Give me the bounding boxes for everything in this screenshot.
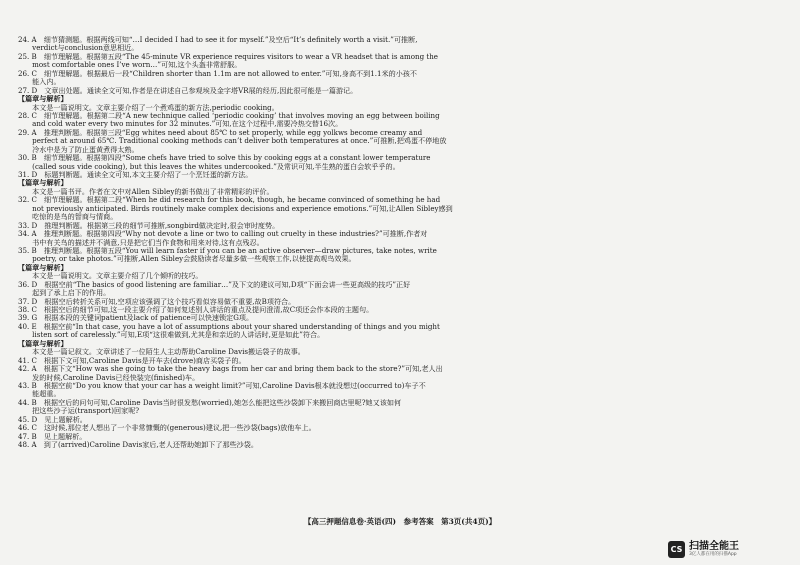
answer-line: and cold water every two minutes for 32 minutes.”可知,在这个过程中,需要冷热交替16次。	[18, 120, 343, 129]
answer-line: 发的时候,Caroline Davis已经快装完(finished)车。	[18, 373, 200, 382]
answer-line: 32. C 细节理解题。根据第二段“When he did research for this book, though, he became convinced of something he had	[18, 196, 441, 205]
answer-line: 能入内。	[18, 78, 61, 87]
answer-line: not previously anticipated. Birds routinely make complex decisions and experience emotions.”可知,让Allen Sibley感到	[18, 204, 453, 213]
answer-line: 31. D 标题判断题。通读全文可知,本文主要介绍了一个烹饪蛋的新方法。	[18, 171, 253, 179]
answer-line: 41. C 根据下文可知,Caroline Davis是开车去(drove)商店买袋子的。	[18, 356, 246, 365]
answer-line: 35. B 推理判断题。根据第五段“You will learn faster if you can be an active observer—draw pictures, take notes, write	[18, 246, 437, 255]
scanner-brand-text	[689, 541, 739, 558]
answer-line: 26. C 细节理解题。根据最后一段“Children shorter than 1.1m are not allowed to enter.”可知,身高不到1.1米的小孩不	[18, 69, 417, 78]
answer-line: most comfortable ones I’ve worn…”可知,这个头盔非常舒服。	[18, 61, 242, 70]
answer-line: 34. A 推理判断题。根据第四段“Why not devote a line or two to calling out cruelty in these industries?”可推断,作者对	[18, 230, 428, 239]
section-heading: 【篇章与解析】	[18, 95, 68, 104]
section-heading: 【篇章与解析】	[18, 339, 68, 348]
page-footer: 【高三押题信息卷·英语(四) 参考答案 第3页(共4页)】	[303, 517, 497, 526]
answer-line: 42. A 根据下文“How was she going to take the heavy bags from her car and bring them back to the store?”可知,老人出	[18, 365, 443, 374]
answer-line: 30. B 细节理解题。根据第四段“Some chefs have tried to solve this by cooking eggs at a constant lower temperature	[18, 154, 431, 163]
answer-line: 33. D 推理判断题。根据第三段的细节可推断,songbird做决定时,很会审时度势。	[18, 221, 280, 230]
answer-line: (called sous vide cooking), but this leaves the whites undercooked.”及常识可知,半生熟的蛋白会软乎乎的。	[18, 162, 400, 171]
answer-document	[18, 36, 788, 542]
answer-line: 36. D 根据空前“The basics of good listening are familiar…”及下文的建议可知,D项“下面会讲一些更高级的技巧”正好	[18, 280, 411, 289]
answer-line: 书中有关鸟的描述并不满意,只是把它们当作食物和用来对待,这有点残忍。	[18, 238, 264, 247]
answer-line: 28. C 细节理解题。根据第二段“A new technique called ‘periodic cooking’ that involves moving an egg between boiling	[18, 111, 440, 120]
answer-line: 43. B 根据空前“Do you know that your car has a weight limit?”可知,Caroline Davis根本就没想过(occurred to)车子不	[18, 381, 426, 390]
answer-line: 46. C 这时候,那位老人想出了一个非常慷慨的(generous)建议,把一些沙袋(bags)放他车上。	[18, 424, 316, 433]
scanner-logo-icon: CS	[668, 541, 685, 558]
answer-line: 能超重。	[18, 390, 61, 399]
answer-line: 44. B 根据空后的问句可知,Caroline Davis当时很发愁(worried),她怎么能把这些沙袋卸下来搬回商店里呢?她又该如何	[18, 398, 402, 407]
answer-line: 起到了承上启下的作用。	[18, 289, 111, 298]
answer-line: listen sort of carelessly.”可知,E项“这很难做到,尤其是和亲近的人讲话时,更是如此”符合。	[18, 331, 325, 340]
answer-line: perfect at around 65℃. Traditional cooking methods can’t deliver both temperatures at once.”可推断,把鸡蛋不停地放	[18, 137, 447, 146]
section-heading: 【篇章与解析】	[18, 263, 68, 272]
answer-line: 27. D 文章出处题。通读全文可知,作者是在讲述自己参观埃及金字塔VR展的经历,因此很可能是一篇游记。	[18, 86, 358, 95]
answer-line: poetry, or take photos.”可推断,Allen Sibley会鼓励读者尽量多做一些观察工作,以使提高观鸟效果。	[18, 255, 356, 264]
scanner-brand-name: 扫描全能王	[689, 540, 739, 552]
answer-line: 本文是一篇说明文。文章主要介绍了几个倾听的技巧。	[18, 272, 203, 281]
answer-line: 37. D 根据空后转折关系可知,空项应该强调了这个技巧看似容易做不重要,故B项符合。	[18, 297, 296, 306]
answer-line: 本文是一篇说明文。文章主要介绍了一个煮鸡蛋的新方法,periodic cooking。	[18, 103, 279, 112]
answer-line: 25. B 细节理解题。根据第五段“The 45-minute VR experience requires visitors to wear a VR headset that is among the	[18, 52, 438, 61]
answer-line: 本文是一篇书评。作者在文中对Allen Sibley的新书做出了非常精彩的评价。	[18, 187, 274, 196]
scanner-watermark	[668, 538, 788, 560]
answer-line: 吃惊的是鸟的智商与情商。	[18, 213, 118, 222]
answer-line: 40. E 根据空前“In that case, you have a lot of assumptions about your shared understanding of things and you might	[18, 322, 440, 331]
answer-line: verdict与conclusion意思相近。	[18, 44, 139, 53]
answer-line: 24. A 细节猜测题。根据两线可知“…I decided I had to see it for myself.”及空后“It’s definitely worth a visit.”可推断,	[18, 36, 418, 44]
answer-line: 38. C 根据空后的细节可知,这一段主要介绍了如何复述别人讲话的重点及提问澄清,故C项还会作本段的主题句。	[18, 306, 374, 314]
answer-line: 39. G 根据本段的关键词patient及lack of patience可以快速锁定G项。	[18, 314, 254, 323]
answer-line: 48. A 到了(arrived)Caroline Davis家后,老人还帮助她卸下了那些沙袋。	[18, 441, 258, 449]
answer-line: 把这些沙子运(transport)回家呢?	[18, 407, 140, 416]
answer-line: 冷水中是为了防止蛋黄煮得太熟。	[18, 145, 139, 154]
answer-line: 本文是一篇记叙文。文章讲述了一位陌生人主动帮助Caroline Davis搬运袋子的故事。	[18, 348, 305, 357]
scanner-brand-subtitle: 3亿人都在用的扫描App	[689, 551, 737, 557]
section-heading: 【篇章与解析】	[18, 179, 68, 188]
answer-line: 45. D 见上题解析。	[18, 415, 87, 424]
answer-line: 29. A 推理判断题。根据第三段“Egg whites need about 85℃ to set properly, while egg yolkws become creamy and	[18, 128, 423, 137]
answer-line: 47. B 见上题解析。	[18, 432, 87, 441]
